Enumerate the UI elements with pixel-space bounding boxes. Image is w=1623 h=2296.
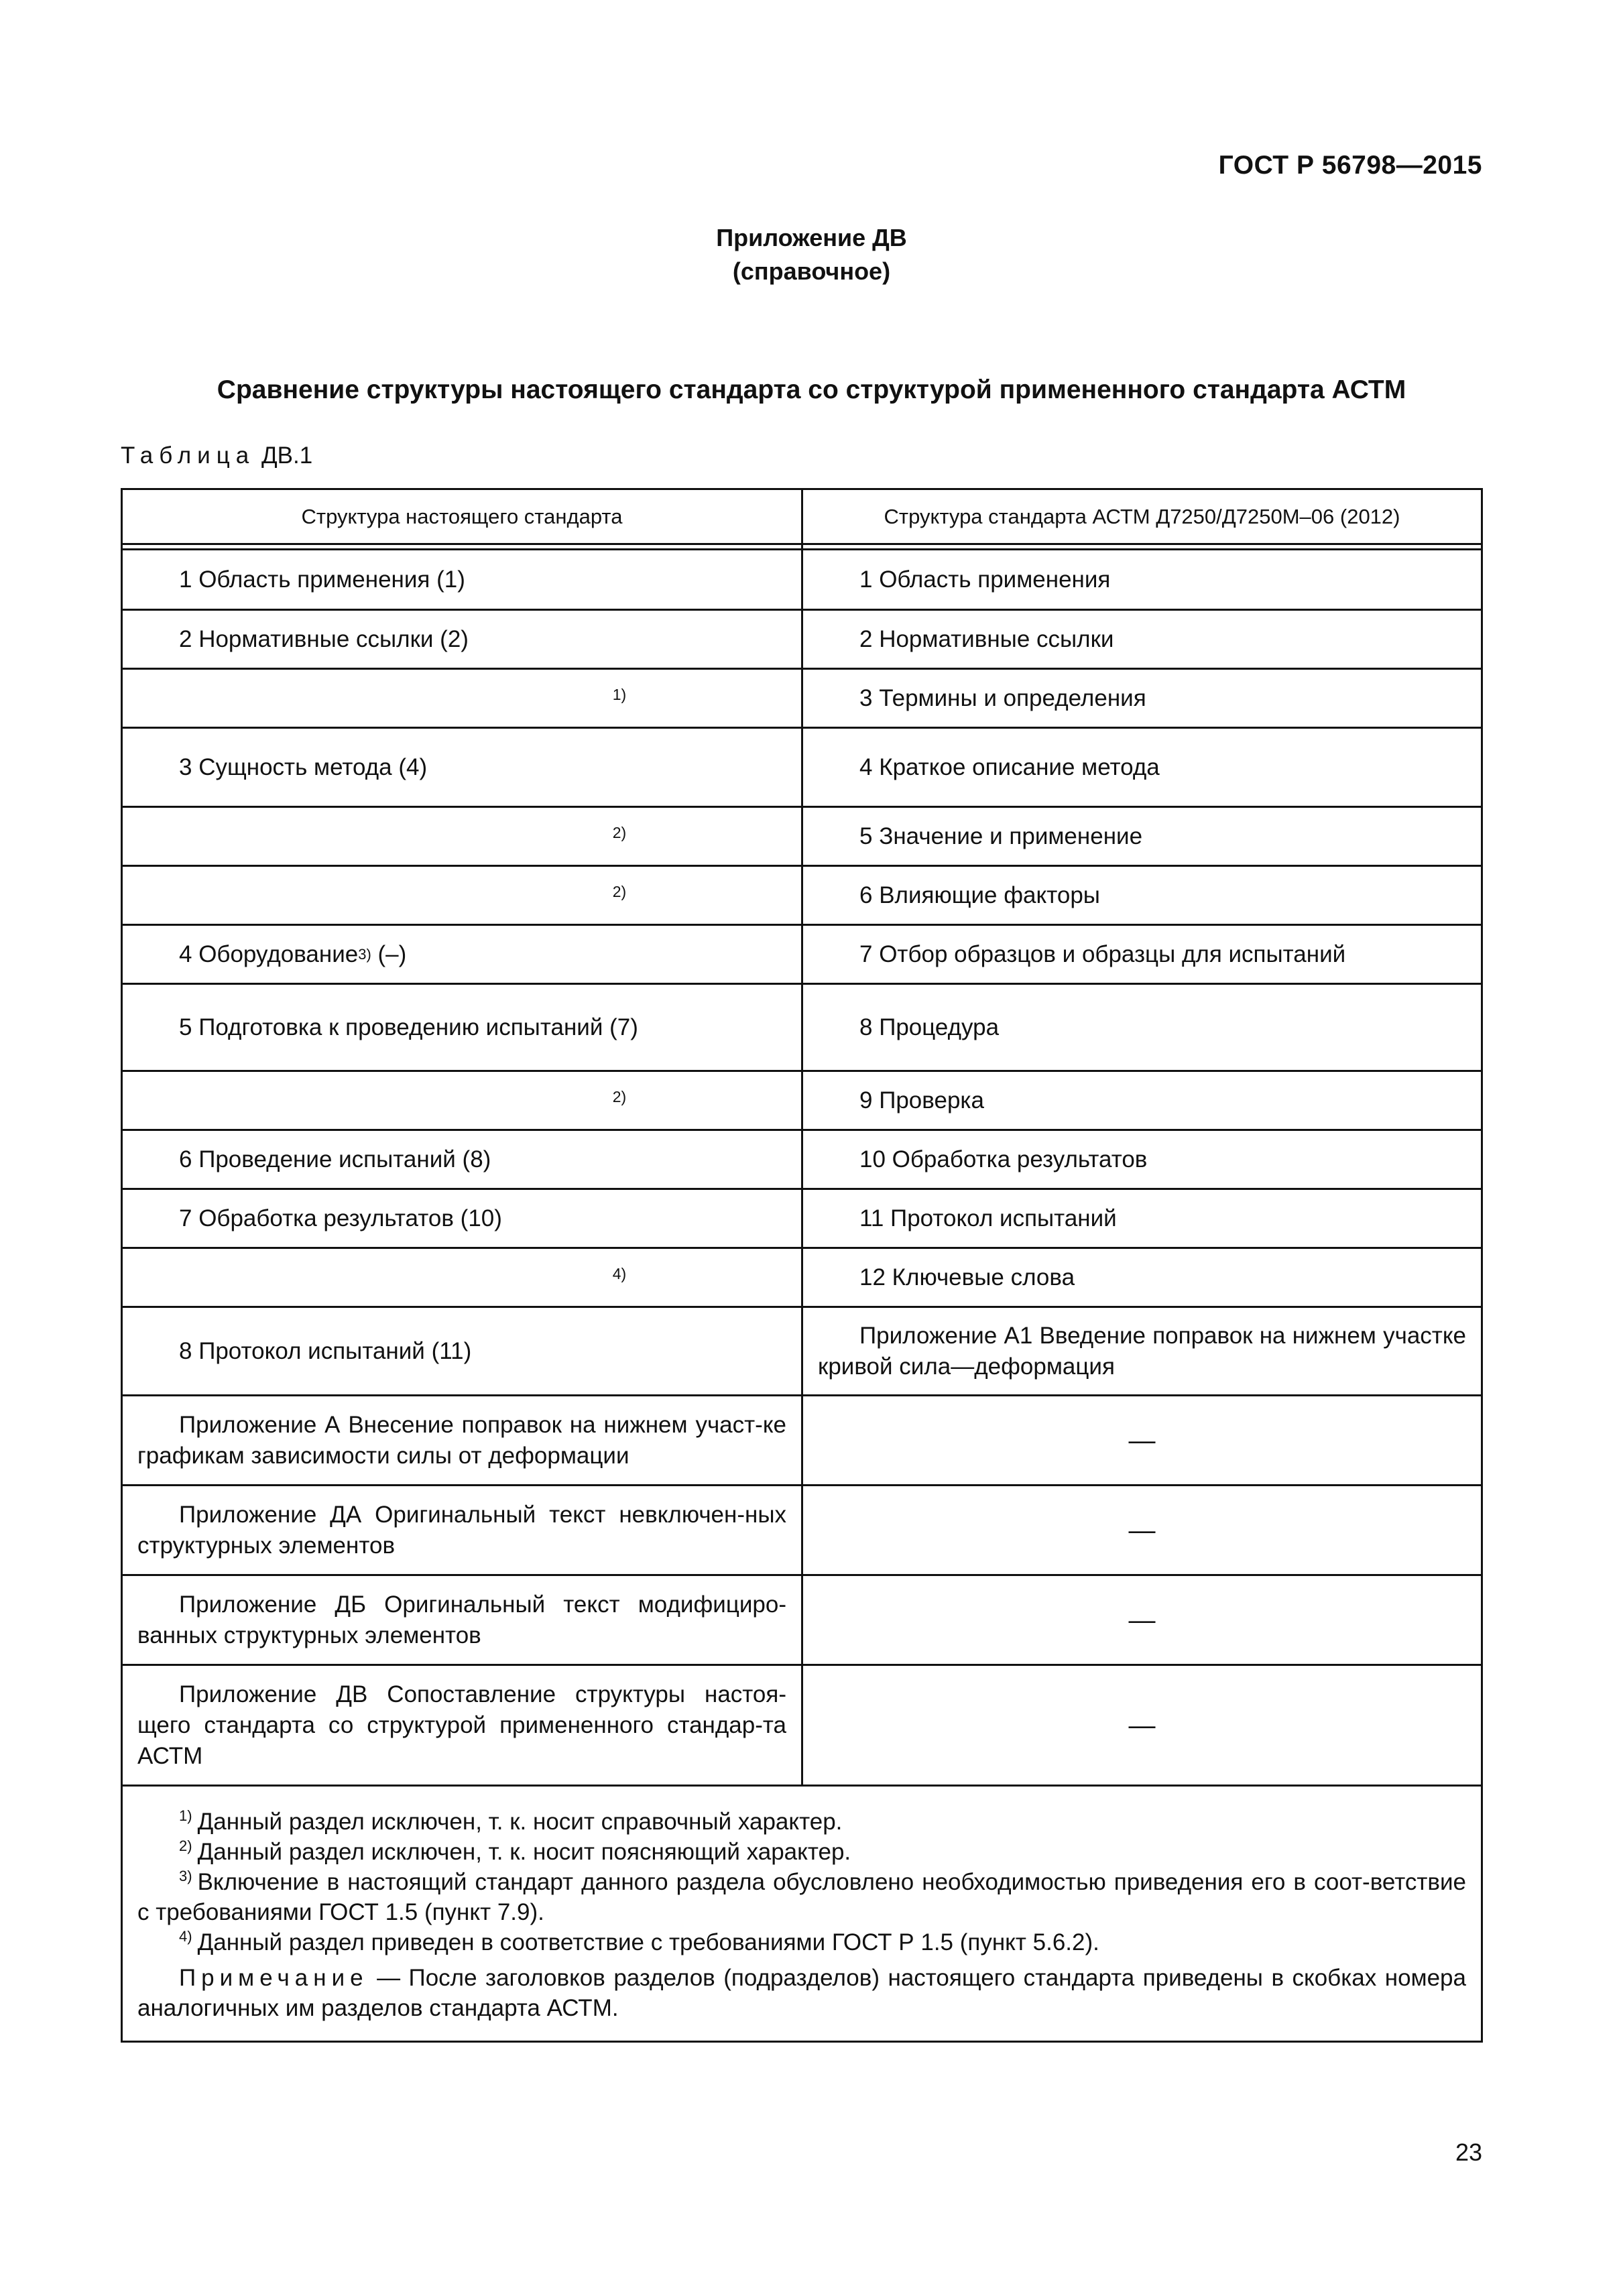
footnote-mark: 4) [179,1928,192,1945]
annex-heading [0,221,1623,288]
table-row-left: 7 Обработка результатов (10) [123,1190,803,1249]
footnote-mark: 2) [179,1837,192,1855]
table-header-left: Структура настоящего стандарта [123,490,803,545]
row-text [803,1321,1481,1382]
footnote-mark: 3) [179,1868,192,1885]
header-gap-right [803,545,1481,550]
table-row-left: 4 Оборудование 3) (–) [123,926,803,985]
annex-type: (справочное) [732,257,891,285]
note-text: — После заголовков разделов (подразделов) настоящего стандарта приведены в скобках номера аналогичных им разделов стандарта АСТМ. [137,1965,1466,2021]
comparison-table [121,488,1483,2043]
footnote-ref: 4) [612,1265,627,1282]
footnote-ref: 2) [612,883,627,900]
footnote-text: Данный раздел приведен в соответствие с требованиями ГОСТ Р 1.5 (пункт 5.6.2). [197,1929,1099,1955]
table-row-right: 5 Значение и применение [803,808,1481,867]
row-text [123,1679,801,1772]
row-text-content: Приложение ДА Оригинальный текст невключен-ных структурных элементов [137,1501,786,1559]
table-header-right: Структура стандарта АСТМ Д7250/Д7250М–06 (2012) [803,490,1481,545]
footnote-ref: 1) [612,686,627,703]
footnote [137,1837,1466,1867]
table-row-right: 7 Отбор образцов и образцы для испытаний [803,926,1481,985]
row-text-suffix: (–) [371,941,407,967]
table-caption-word: Таблица [121,442,255,469]
table-row-left: 5 Подготовка к проведению испытаний (7) [123,985,803,1072]
table-row-right: 6 Влияющие факторы [803,867,1481,926]
row-text [123,1410,801,1471]
table-caption [121,442,312,469]
table-row-right: 11 Протокол испытаний [803,1190,1481,1249]
note-label: Примечание [179,1965,369,1991]
table-row-right-dash: — [803,1666,1481,1787]
section-title: Сравнение структуры настоящего стандарта со структурой примененного стандарта АСТМ [217,375,1406,404]
table-row-left [123,1576,803,1666]
table-row-left-footnote [123,670,803,729]
footnote-ref: 2) [612,824,627,841]
row-text: 4 Оборудование [179,941,359,967]
table-row-right [803,1308,1481,1396]
table-caption-id: ДВ.1 [261,442,313,469]
table-row-left: 2 Нормативные ссылки (2) [123,611,803,670]
table-row-right: 10 Обработка результатов [803,1131,1481,1190]
table-grid [123,490,1481,1787]
table-footnotes [123,1787,1481,2041]
footnote-ref: 2) [612,1088,627,1105]
table-row-left [123,1396,803,1486]
header-gap-left [123,545,803,550]
table-row-right: 3 Термины и определения [803,670,1481,729]
footnote [137,1807,1466,1837]
table-row-left-footnote [123,1249,803,1308]
table-row-right: 2 Нормативные ссылки [803,611,1481,670]
table-row-right: 1 Область применения [803,550,1481,611]
footnote-text: Включение в настоящий стандарт данного раздела обусловлено необходимостью приведения его в соот-ветствие с требованиями ГОСТ 1.5 (пункт 7.9). [137,1869,1466,1925]
row-text-content: Приложение ДВ Сопоставление структуры настоя-щего стандарта со структурой примененного стандар-та АСТМ [137,1681,786,1769]
footnote-text: Данный раздел исключен, т. к. носит поясняющий характер. [197,1839,851,1865]
footnote-text: Данный раздел исключен, т. к. носит справочный характер. [197,1809,843,1835]
table-row-left [123,1666,803,1787]
footnote [137,1867,1466,1927]
table-row-right-dash: — [803,1486,1481,1576]
table-row-left: 6 Проведение испытаний (8) [123,1131,803,1190]
row-text-content: Приложение А1 Введение поправок на нижнем участке кривой сила—деформация [818,1322,1466,1380]
table-row-left: 8 Протокол испытаний (11) [123,1308,803,1396]
row-text-content: Приложение ДБ Оригинальный текст модифициро-ванных структурных элементов [137,1591,786,1648]
table-row-left: 3 Сущность метода (4) [123,729,803,808]
row-text [123,1500,801,1561]
footnote-mark: 1) [179,1807,192,1825]
table-row-right: 9 Проверка [803,1072,1481,1131]
table-row-left-footnote [123,808,803,867]
row-text [123,1589,801,1651]
page-number: 23 [1455,2138,1482,2166]
table-row-right-dash: — [803,1576,1481,1666]
document-code: ГОСТ Р 56798—2015 [1218,151,1482,180]
table-row-left-footnote [123,867,803,926]
table-row-right: 4 Краткое описание метода [803,729,1481,808]
table-row-right-dash: — [803,1396,1481,1486]
annex-title: Приложение ДВ [716,224,907,251]
table-note [137,1963,1466,2023]
table-row-left-footnote [123,1072,803,1131]
table-row-left: 1 Область применения (1) [123,550,803,611]
table-row-right: 8 Процедура [803,985,1481,1072]
footnote [137,1927,1466,1957]
table-row-left [123,1486,803,1576]
row-text-content: Приложение А Внесение поправок на нижнем участ-ке графикам зависимости силы от деформации [137,1411,786,1469]
table-row-right: 12 Ключевые слова [803,1249,1481,1308]
